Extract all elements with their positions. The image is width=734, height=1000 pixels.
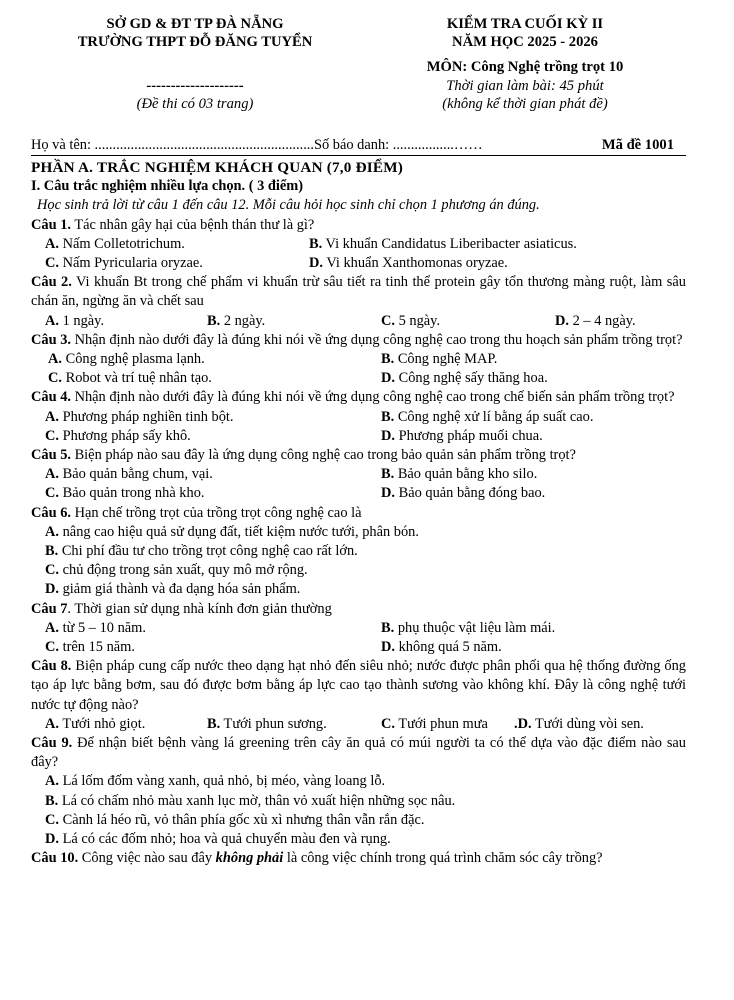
question-6: Câu 6. Hạn chế trồng trọt của trồng trọt công nghệ cao là (31, 504, 362, 521)
option-b: B. Công nghệ xử lí bằng áp suất cao. (381, 408, 594, 425)
option-a: A. Công nghệ plasma lạnh. (48, 350, 205, 367)
options-row (31, 254, 686, 273)
option-d: D. Lá có các đốm nhỏ; hoa và quả chuyển màu đen và rụng. (45, 830, 391, 847)
option-b: B. Tưới phun sương. (207, 715, 327, 732)
question-10: Câu 10. Công việc nào sau đây không phải là công việc chính trong quá trình chăm sóc cây trồng? (31, 850, 603, 867)
option-b: B. 2 ngày. (207, 312, 266, 329)
option-c: C. trên 15 năm. (45, 638, 135, 655)
options-row (31, 235, 686, 254)
question-9: Câu 9. Để nhận biết bệnh vàng lá greening trên cây ăn quả có múi người ta có thể dựa vào đặc điểm nào sau đây? (31, 734, 686, 771)
school-year: NĂM HỌC 2025 - 2026 (452, 34, 598, 50)
option-a: A. Nấm Colletotrichum. (45, 235, 185, 252)
instruction: Học sinh trả lời từ câu 1 đến câu 12. Mỗi câu hỏi học sinh chỉ chọn 1 phương án đúng. (37, 197, 540, 214)
question-5: Câu 5. Biện pháp nào sau đây là ứng dụng công nghệ cao trong bảo quản sản phẩm trồng trọt? (31, 446, 576, 463)
option-c: C. Tưới phun mưa (381, 715, 488, 732)
option-c: C. Nấm Pyricularia oryzae. (45, 255, 203, 271)
subject: MÔN: Công Nghệ trồng trọt 10 (426, 59, 624, 75)
section-1-title: I. Câu trắc nghiệm nhiều lựa chọn. ( 3 điểm) (31, 178, 304, 195)
option-d: D. Vi khuẩn Xanthomonas oryzae. (309, 255, 508, 271)
option-c: C. Bảo quản trong nhà kho. (45, 485, 205, 502)
option-b: B. phụ thuộc vật liệu làm mái. (381, 619, 556, 636)
question-8: Câu 8. Biện pháp cung cấp nước theo dạng hạt nhỏ đến siêu nhỏ; nước được phân phối qua hệ thống đường ống tạo áp lực bằng bơm, sau đó được bơm bằng áp lực cao tạo thành sương vào không khí. Đây là công nghệ tưới nước tự động nào? (31, 658, 686, 713)
header-divider (31, 155, 686, 156)
exam-code: Mã đề 1001 (601, 137, 674, 153)
school-name: TRƯỜNG THPT ĐỖ ĐĂNG TUYỂN (77, 34, 313, 50)
question-2: Câu 2. Vi khuẩn Bt trong chế phẩm vi khuẩn trừ sâu tiết ra tinh thể protein gây tổn thương màng ruột, làm sâu chán ăn, ngừng ăn và chết sau (31, 274, 686, 310)
student-name-field: Họ và tên: ............................................................. (31, 137, 314, 153)
options-row (31, 312, 686, 331)
part-a-title: PHẦN A. TRẮC NGHIỆM KHÁCH QUAN (7,0 ĐIỂM) (31, 159, 403, 176)
options-row (31, 638, 686, 657)
page-count: (Đề thi có 03 trang) (136, 96, 254, 112)
question-3: Câu 3. Nhận định nào dưới đây là đúng khi nói về ứng dụng công nghệ cao trong thu hoạch sản phẩm trồng trọt? (31, 331, 683, 348)
exam-header (31, 16, 686, 116)
option-b: B. Chi phí đầu tư cho trồng trọt công nghệ cao rất lớn. (45, 542, 358, 559)
option-d: D. Công nghệ sấy thăng hoa. (381, 370, 548, 387)
option-c: C. Phương pháp sấy khô. (45, 427, 191, 444)
option-a: A. Tưới nhỏ giọt. (45, 715, 146, 732)
options-row (31, 484, 686, 503)
option-c: C. Cành lá héo rũ, vỏ thân phía gốc xù xì nhưng thân vẫn rắn đặc. (45, 811, 425, 828)
question-1: Câu 1. Tác nhân gây hại của bệnh thán thư là gì? (31, 216, 315, 233)
option-d: D. 2 – 4 ngày. (555, 312, 636, 329)
duration-note: (không kể thời gian phát đề) (442, 96, 608, 112)
question-7: Câu 7. Thời gian sử dụng nhà kính đơn giản thường (31, 600, 332, 617)
options-row (31, 350, 686, 369)
option-b: B. Bảo quản bằng kho silo. (381, 466, 538, 483)
option-d: D. Phương pháp muối chua. (381, 427, 543, 444)
options-row (31, 715, 686, 734)
option-d: D. không quá 5 năm. (381, 638, 502, 655)
option-c: C. 5 ngày. (381, 312, 441, 329)
option-d: .D. Tưới dùng vòi sen. (514, 715, 644, 732)
student-id-field: Số báo danh: .................…… (314, 137, 483, 153)
options-row (31, 427, 686, 446)
option-a: A. 1 ngày. (45, 312, 105, 329)
option-b: B. Vi khuẩn Candidatus Liberibacter asiaticus. (309, 235, 577, 252)
options-row (31, 369, 686, 388)
option-c: C. Robot và trí tuệ nhân tạo. (48, 370, 212, 387)
department-name: SỞ GD & ĐT TP ĐÀ NẴNG (106, 16, 284, 32)
option-a: A. Lá lốm đốm vàng xanh, quả nhỏ, bị méo, vàng loang lỗ. (45, 773, 386, 790)
option-d: D. Bảo quản bằng đóng bao. (381, 485, 546, 502)
exam-content (31, 158, 686, 868)
option-d: D. giảm giá thành và đa dạng hóa sản phẩm. (45, 581, 301, 598)
option-a: A. Bảo quản bằng chum, vại. (45, 466, 213, 483)
question-4: Câu 4. Nhận định nào dưới đây là đúng khi nói về ứng dụng công nghệ cao trong chế biến sản phẩm trồng trọt? (31, 389, 675, 406)
option-b: B. Lá có chấm nhỏ màu xanh lục mờ, thân vỏ xuất hiện những sọc nâu. (45, 792, 456, 809)
student-info-line (31, 137, 686, 157)
options-row (31, 619, 686, 638)
exam-title: KIỂM TRA CUỐI KỲ II (446, 16, 604, 32)
option-a: A. nâng cao hiệu quả sử dụng đất, tiết kiệm nước tưới, phân bón. (45, 523, 419, 540)
option-c: C. chủ động trong sản xuất, quy mô mở rộng. (45, 562, 308, 579)
options-row (31, 465, 686, 484)
header-separator: -------------------- (146, 78, 244, 94)
options-row (31, 408, 686, 427)
option-a: A. từ 5 – 10 năm. (45, 619, 146, 636)
exam-duration: Thời gian làm bài: 45 phút (446, 78, 604, 94)
option-b: B. Công nghệ MAP. (381, 350, 498, 367)
option-a: A. Phương pháp nghiền tinh bột. (45, 408, 234, 425)
